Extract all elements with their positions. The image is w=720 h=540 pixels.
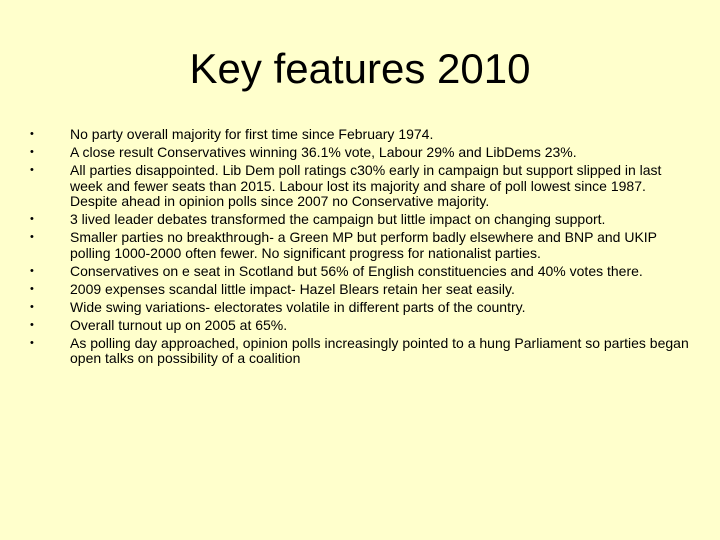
- list-item: [30, 300, 690, 316]
- list-item-text: Wide swing variations- electorates volatile in different parts of the country.: [70, 298, 526, 315]
- list-item-text: Overall turnout up on 2005 at 65%.: [70, 316, 288, 333]
- bullet-icon: •: [30, 128, 34, 140]
- bullet-icon: •: [30, 213, 34, 225]
- list-item-text: 2009 expenses scandal little impact- Hazel Blears retain her seat easily.: [70, 280, 515, 297]
- list-item-text: As polling day approached, opinion polls increasingly pointed to a hung Parliament so parties began open talks on possibility of a coalition: [70, 334, 689, 366]
- bullet-icon: •: [30, 231, 34, 243]
- list-item: [30, 212, 690, 228]
- list-item: [30, 264, 690, 280]
- bullet-icon: •: [30, 146, 34, 158]
- list-item: [30, 282, 690, 298]
- list-item-text: A close result Conservatives winning 36.1% vote, Labour 29% and LibDems 23%.: [70, 144, 577, 160]
- list-item-text: All parties disappointed. Lib Dem poll ratings c30% early in campaign but support slipped in last week and fewer seats than 2015. Labour lost its majority and share of poll lowest since 1987. Despite ahead in opinion polls since 2007 no Conservative majority.: [70, 162, 662, 209]
- bullet-icon: •: [30, 300, 34, 313]
- list-item: [30, 336, 690, 367]
- bullet-icon: •: [30, 264, 34, 277]
- list-item-text: 3 lived leader debates transformed the campaign but little impact on changing support.: [70, 211, 606, 227]
- bullet-icon: •: [30, 164, 34, 176]
- bullet-list: [30, 127, 690, 369]
- bullet-icon: •: [30, 318, 34, 331]
- list-item: [30, 145, 690, 161]
- list-item: [30, 127, 690, 143]
- list-item-text: Conservatives on e seat in Scotland but 56% of English constituencies and 40% votes there.: [70, 262, 643, 279]
- list-item: [30, 230, 690, 261]
- list-item-text: No party overall majority for first time since February 1974.: [70, 126, 434, 142]
- list-item: [30, 318, 690, 334]
- slide-title: Key features 2010: [189, 45, 531, 92]
- list-item-text: Smaller parties no breakthrough- a Green MP but perform badly elsewhere and BNP and UKIP polling 1000-2000 often fewer. No significant progress for nationalist parties.: [70, 229, 657, 261]
- list-item: [30, 163, 690, 210]
- bullet-icon: •: [30, 282, 34, 295]
- bullet-icon: •: [30, 336, 34, 349]
